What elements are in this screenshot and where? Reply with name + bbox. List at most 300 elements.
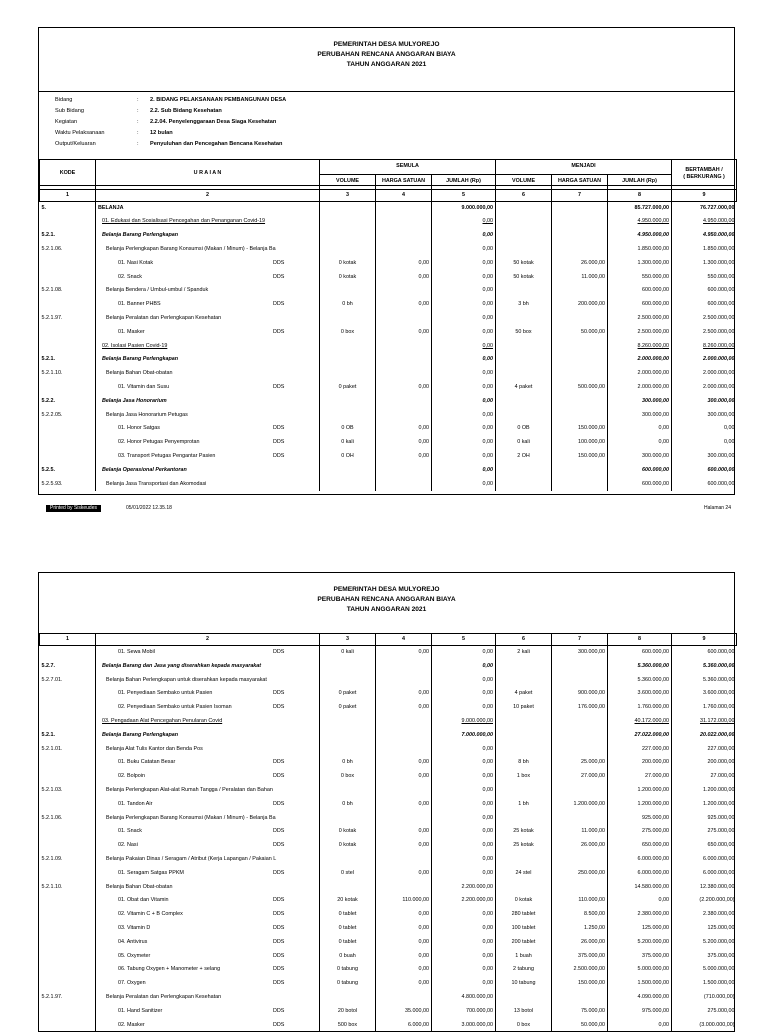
uraian-wrap bbox=[106, 853, 317, 867]
uraian-wrap bbox=[118, 839, 317, 853]
cell-selisih: 5.200.000,00 bbox=[672, 936, 737, 950]
cell-selisih: 600.000,00 bbox=[672, 284, 737, 298]
uraian-wrap bbox=[106, 284, 317, 298]
cell-kode bbox=[40, 756, 96, 770]
table-row bbox=[40, 881, 737, 895]
table-row bbox=[40, 701, 737, 715]
cell-uraian bbox=[96, 784, 320, 798]
cell-jumlah-semula: 0,00 bbox=[432, 963, 496, 977]
cell-jumlah-semula: 0,00 bbox=[432, 284, 496, 298]
table-row bbox=[40, 284, 737, 298]
cell-harga-semula: 0,00 bbox=[376, 450, 432, 464]
cell-harga-menjadi bbox=[552, 395, 608, 409]
cell-volume-semula bbox=[320, 464, 376, 478]
cell-uraian bbox=[96, 257, 320, 271]
table-row bbox=[40, 991, 737, 1005]
cell-volume-semula bbox=[320, 367, 376, 381]
cell-jumlah-semula: 0,00 bbox=[432, 936, 496, 950]
cell-jumlah-menjadi: 0,00 bbox=[608, 436, 672, 450]
cell-harga-menjadi: 11.000,00 bbox=[552, 271, 608, 285]
meta-colon: : bbox=[137, 117, 139, 128]
meta-colon: : bbox=[137, 106, 139, 117]
uraian-text: Belanja Bendera / Umbul-umbul / Spanduk bbox=[106, 287, 208, 293]
meta-key: Output/Keluaran bbox=[55, 139, 135, 150]
cell-jumlah-semula: 0,00 bbox=[432, 271, 496, 285]
col-harga-satuan: HARGA SATUAN bbox=[552, 174, 608, 189]
table-row bbox=[40, 257, 737, 271]
uraian-text: 02. Isolasi Pasien Covid-19 bbox=[102, 343, 167, 349]
uraian-wrap bbox=[118, 1019, 317, 1032]
cell-jumlah-menjadi: 200.000,00 bbox=[608, 756, 672, 770]
cell-volume-menjadi: 0 kotak bbox=[496, 894, 552, 908]
cell-jumlah-semula: 0,00 bbox=[432, 977, 496, 991]
uraian-wrap bbox=[118, 950, 317, 964]
source-dds: DDS bbox=[273, 756, 284, 770]
cell-jumlah-menjadi: 1.300.000,00 bbox=[608, 257, 672, 271]
table-row bbox=[40, 646, 737, 660]
uraian-wrap bbox=[106, 784, 317, 798]
cell-harga-menjadi: 500.000,00 bbox=[552, 381, 608, 395]
uraian-text: 04. Antivirus bbox=[118, 939, 147, 945]
cell-harga-semula: 0,00 bbox=[376, 422, 432, 436]
uraian-wrap bbox=[102, 229, 317, 243]
cell-volume-semula bbox=[320, 812, 376, 826]
uraian-wrap bbox=[106, 243, 317, 257]
cell-harga-menjadi bbox=[552, 853, 608, 867]
cell-selisih: (3.000.000,00) bbox=[672, 1019, 737, 1032]
cell-harga-semula: 0,00 bbox=[376, 646, 432, 660]
cell-jumlah-menjadi: 300.000,00 bbox=[608, 409, 672, 423]
table-row bbox=[40, 963, 737, 977]
cell-kode: 5.2.1.01. bbox=[40, 743, 96, 757]
cell-volume-menjadi: 50 kotak bbox=[496, 257, 552, 271]
table-row bbox=[40, 825, 737, 839]
cell-jumlah-menjadi: 6.000.000,00 bbox=[608, 853, 672, 867]
source-dds: DDS bbox=[273, 894, 284, 908]
column-number: 6 bbox=[496, 189, 552, 201]
cell-jumlah-menjadi: 975.000,00 bbox=[608, 1005, 672, 1019]
cell-kode bbox=[40, 936, 96, 950]
cell-selisih: 3.600.000,00 bbox=[672, 687, 737, 701]
table-row bbox=[40, 353, 737, 367]
cell-volume-semula: 0 tabung bbox=[320, 963, 376, 977]
table-row bbox=[40, 798, 737, 812]
cell-uraian bbox=[96, 936, 320, 950]
cell-jumlah-semula: 0,00 bbox=[432, 229, 496, 243]
cell-jumlah-menjadi: 4.950.000,00 bbox=[608, 215, 672, 229]
table-row bbox=[40, 450, 737, 464]
cell-selisih: 125.000,00 bbox=[672, 922, 737, 936]
uraian-text: Belanja Perlengkapan Barang Konsumsi (Makan / Minum) - Belanja Ba bbox=[106, 246, 276, 252]
cell-volume-semula: 0 kali bbox=[320, 646, 376, 660]
uraian-text: Belanja Jasa Honorarium bbox=[102, 398, 167, 404]
printed-by-label: Printed by Siskeudes bbox=[46, 505, 101, 512]
cell-selisih: 1.200.000,00 bbox=[672, 798, 737, 812]
col-bertambah-line1: BERTAMBAH / bbox=[685, 167, 722, 173]
source-dds: DDS bbox=[273, 1005, 284, 1019]
uraian-wrap bbox=[118, 646, 317, 660]
cell-kode bbox=[40, 1019, 96, 1032]
cell-kode bbox=[40, 867, 96, 881]
cell-harga-menjadi bbox=[552, 784, 608, 798]
cell-uraian bbox=[96, 825, 320, 839]
cell-uraian bbox=[96, 409, 320, 423]
cell-jumlah-menjadi: 125.000,00 bbox=[608, 922, 672, 936]
column-number: 3 bbox=[320, 634, 376, 646]
cell-volume-semula: 20 botol bbox=[320, 1005, 376, 1019]
uraian-text: Belanja Jasa Transportasi dan Akomodasi bbox=[106, 481, 206, 487]
cell-volume-menjadi bbox=[496, 464, 552, 478]
uraian-text: 01. Penyediaan Sembako untuk Pasien bbox=[118, 690, 212, 696]
uraian-wrap bbox=[106, 991, 317, 1005]
cell-kode: 5.2.1. bbox=[40, 229, 96, 243]
uraian-text: 01. Obat dan Vitamin bbox=[118, 897, 169, 903]
cell-uraian bbox=[96, 243, 320, 257]
uraian-wrap bbox=[118, 687, 317, 701]
uraian-text: Belanja Bahan Perlengkapan untuk diserahkan kepada masyarakat bbox=[106, 677, 267, 683]
cell-volume-menjadi: 10 tabung bbox=[496, 977, 552, 991]
cell-harga-semula: 0,00 bbox=[376, 950, 432, 964]
cell-kode: 5.2.1.06. bbox=[40, 243, 96, 257]
cell-harga-menjadi: 75.000,00 bbox=[552, 1005, 608, 1019]
cell-uraian bbox=[96, 715, 320, 729]
column-number: 9 bbox=[672, 634, 737, 646]
cell-harga-semula: 0,00 bbox=[376, 867, 432, 881]
cell-volume-semula: 20 kotak bbox=[320, 894, 376, 908]
source-dds: DDS bbox=[273, 770, 284, 784]
column-number: 5 bbox=[432, 189, 496, 201]
table-row bbox=[40, 243, 737, 257]
column-number-row bbox=[40, 634, 737, 646]
cell-volume-menjadi bbox=[496, 991, 552, 1005]
uraian-wrap bbox=[118, 770, 317, 784]
cell-jumlah-semula: 9.000.000,00 bbox=[432, 715, 496, 729]
cell-harga-menjadi: 26.000,00 bbox=[552, 936, 608, 950]
col-bertambah bbox=[672, 160, 737, 190]
table-row bbox=[40, 312, 737, 326]
cell-jumlah-semula: 0,00 bbox=[432, 687, 496, 701]
uraian-text: Belanja Bahan Obat-obatan bbox=[106, 884, 173, 890]
cell-jumlah-menjadi: 4.090.000,00 bbox=[608, 991, 672, 1005]
cell-kode bbox=[40, 436, 96, 450]
uraian-wrap bbox=[118, 257, 317, 271]
cell-jumlah-semula: 0,00 bbox=[432, 422, 496, 436]
cell-kode: 5.2.1. bbox=[40, 353, 96, 367]
column-number-row bbox=[40, 189, 737, 201]
cell-volume-menjadi bbox=[496, 812, 552, 826]
cell-jumlah-menjadi: 85.727.000,00 bbox=[608, 201, 672, 215]
source-dds: DDS bbox=[273, 839, 284, 853]
cell-harga-menjadi bbox=[552, 881, 608, 895]
cell-jumlah-menjadi: 2.000.000,00 bbox=[608, 353, 672, 367]
cell-selisih: 76.727.000,00 bbox=[672, 201, 737, 215]
cell-volume-menjadi: 0 OB bbox=[496, 422, 552, 436]
cell-volume-semula bbox=[320, 881, 376, 895]
uraian-wrap bbox=[118, 326, 317, 340]
cell-harga-menjadi: 250.000,00 bbox=[552, 867, 608, 881]
cell-jumlah-semula: 0,00 bbox=[432, 908, 496, 922]
col-volume: VOLUME bbox=[320, 174, 376, 189]
cell-jumlah-menjadi: 600.000,00 bbox=[608, 464, 672, 478]
uraian-text: 01. Sewa Mobil bbox=[118, 649, 155, 655]
table-row bbox=[40, 867, 737, 881]
cell-harga-semula: 0,00 bbox=[376, 908, 432, 922]
cell-volume-semula bbox=[320, 243, 376, 257]
cell-jumlah-menjadi: 300.000,00 bbox=[608, 395, 672, 409]
cell-volume-menjadi bbox=[496, 201, 552, 215]
cell-volume-menjadi: 2 kali bbox=[496, 646, 552, 660]
cell-harga-menjadi: 50.000,00 bbox=[552, 1019, 608, 1032]
cell-kode bbox=[40, 922, 96, 936]
cell-harga-menjadi bbox=[552, 215, 608, 229]
document-page-1 bbox=[38, 27, 735, 495]
cell-volume-semula: 0 paket bbox=[320, 381, 376, 395]
cell-volume-semula bbox=[320, 395, 376, 409]
cell-volume-semula bbox=[320, 409, 376, 423]
cell-uraian bbox=[96, 701, 320, 715]
col-semula: SEMULA bbox=[320, 160, 496, 175]
cell-jumlah-semula: 0,00 bbox=[432, 812, 496, 826]
cell-selisih: 550.000,00 bbox=[672, 271, 737, 285]
cell-uraian bbox=[96, 215, 320, 229]
cell-harga-semula bbox=[376, 284, 432, 298]
cell-volume-semula: 0 kotak bbox=[320, 825, 376, 839]
cell-jumlah-menjadi: 5.000.000,00 bbox=[608, 963, 672, 977]
source-dds: DDS bbox=[273, 436, 284, 450]
uraian-text: Belanja Barang Perlengkapan bbox=[102, 356, 178, 362]
uraian-wrap bbox=[118, 977, 317, 991]
budget-table-continued bbox=[39, 633, 737, 1032]
cell-jumlah-semula: 2.200.000,00 bbox=[432, 894, 496, 908]
uraian-wrap bbox=[118, 825, 317, 839]
col-harga-satuan: HARGA SATUAN bbox=[376, 174, 432, 189]
cell-harga-semula: 0,00 bbox=[376, 839, 432, 853]
cell-jumlah-menjadi: 227.000,00 bbox=[608, 743, 672, 757]
table-row bbox=[40, 326, 737, 340]
cell-volume-semula: 0 tabung bbox=[320, 977, 376, 991]
uraian-text: 07. Oxygen bbox=[118, 980, 146, 986]
header-line-2: PERUBAHAN RENCANA ANGGARAN BIAYA bbox=[39, 595, 734, 605]
cell-selisih: 2.500.000,00 bbox=[672, 326, 737, 340]
meta-key: Sub Bidang bbox=[55, 106, 135, 117]
cell-uraian bbox=[96, 312, 320, 326]
cell-selisih: 2.380.000,00 bbox=[672, 908, 737, 922]
cell-harga-semula bbox=[376, 784, 432, 798]
cell-harga-semula: 0,00 bbox=[376, 326, 432, 340]
cell-volume-menjadi bbox=[496, 853, 552, 867]
cell-kode: 5.2.1. bbox=[40, 729, 96, 743]
table-row bbox=[40, 1005, 737, 1019]
cell-harga-semula bbox=[376, 660, 432, 674]
source-dds: DDS bbox=[273, 298, 284, 312]
cell-harga-menjadi: 150.000,00 bbox=[552, 422, 608, 436]
column-number: 4 bbox=[376, 189, 432, 201]
cell-uraian bbox=[96, 950, 320, 964]
table-row bbox=[40, 894, 737, 908]
cell-selisih: 8.260.000,00 bbox=[672, 340, 737, 354]
uraian-text: 01. Tandon Air bbox=[118, 801, 152, 807]
cell-uraian bbox=[96, 229, 320, 243]
cell-jumlah-semula: 0,00 bbox=[432, 950, 496, 964]
cell-harga-menjadi bbox=[552, 464, 608, 478]
uraian-text: Belanja Peralatan dan Perlengkapan Kesehatan bbox=[106, 315, 221, 321]
cell-volume-menjadi: 1 buah bbox=[496, 950, 552, 964]
cell-uraian bbox=[96, 991, 320, 1005]
cell-selisih: 2.000.000,00 bbox=[672, 367, 737, 381]
budget-table bbox=[39, 159, 737, 491]
column-number: 2 bbox=[96, 634, 320, 646]
cell-jumlah-menjadi: 3.600.000,00 bbox=[608, 687, 672, 701]
uraian-text: BELANJA bbox=[98, 205, 123, 211]
table-row bbox=[40, 478, 737, 492]
cell-jumlah-semula: 0,00 bbox=[432, 243, 496, 257]
cell-uraian bbox=[96, 450, 320, 464]
header-line-1: PEMERINTAH DESA MULYOREJO bbox=[39, 40, 734, 50]
cell-volume-menjadi bbox=[496, 243, 552, 257]
cell-jumlah-menjadi: 2.500.000,00 bbox=[608, 326, 672, 340]
cell-jumlah-semula: 0,00 bbox=[432, 353, 496, 367]
cell-jumlah-semula: 0,00 bbox=[432, 701, 496, 715]
cell-harga-menjadi bbox=[552, 229, 608, 243]
cell-harga-semula: 0,00 bbox=[376, 271, 432, 285]
cell-uraian bbox=[96, 756, 320, 770]
cell-jumlah-menjadi: 600.000,00 bbox=[608, 284, 672, 298]
cell-selisih: 4.950.000,00 bbox=[672, 229, 737, 243]
cell-volume-semula: 0 bh bbox=[320, 298, 376, 312]
cell-kode bbox=[40, 215, 96, 229]
cell-jumlah-semula: 0,00 bbox=[432, 450, 496, 464]
cell-uraian bbox=[96, 271, 320, 285]
cell-kode bbox=[40, 257, 96, 271]
source-dds: DDS bbox=[273, 922, 284, 936]
uraian-wrap bbox=[118, 436, 317, 450]
cell-kode bbox=[40, 422, 96, 436]
cell-jumlah-semula: 0,00 bbox=[432, 436, 496, 450]
column-number: 8 bbox=[608, 189, 672, 201]
source-dds: DDS bbox=[273, 1019, 284, 1032]
uraian-text: Belanja Bahan Obat-obatan bbox=[106, 370, 173, 376]
uraian-wrap bbox=[106, 312, 317, 326]
uraian-text: 03. Vitamin D bbox=[118, 925, 150, 931]
cell-selisih: 20.022.000,00 bbox=[672, 729, 737, 743]
cell-harga-menjadi bbox=[552, 284, 608, 298]
cell-volume-menjadi: 25 kotak bbox=[496, 839, 552, 853]
cell-jumlah-menjadi: 40.172.000,00 bbox=[608, 715, 672, 729]
cell-selisih: 5.360.000,00 bbox=[672, 660, 737, 674]
header-line-3: TAHUN ANGGARAN 2021 bbox=[39, 605, 734, 615]
table-row bbox=[40, 201, 737, 215]
source-dds: DDS bbox=[273, 798, 284, 812]
cell-selisih: 300.000,00 bbox=[672, 409, 737, 423]
cell-selisih: 600.000,00 bbox=[672, 478, 737, 492]
cell-harga-menjadi bbox=[552, 367, 608, 381]
uraian-text: 01. Honor Satgas bbox=[118, 425, 160, 431]
cell-harga-menjadi: 900.000,00 bbox=[552, 687, 608, 701]
cell-volume-semula: 0 buah bbox=[320, 950, 376, 964]
uraian-wrap bbox=[102, 729, 317, 743]
cell-harga-menjadi: 1.200.000,00 bbox=[552, 798, 608, 812]
cell-jumlah-semula: 0,00 bbox=[432, 326, 496, 340]
cell-harga-semula: 0,00 bbox=[376, 825, 432, 839]
source-dds: DDS bbox=[273, 271, 284, 285]
cell-jumlah-semula: 0,00 bbox=[432, 478, 496, 492]
cell-volume-semula: 0 tablet bbox=[320, 922, 376, 936]
cell-volume-semula bbox=[320, 674, 376, 688]
cell-selisih: 5.000.000,00 bbox=[672, 963, 737, 977]
cell-jumlah-semula: 2.200.000,00 bbox=[432, 881, 496, 895]
uraian-text: 02. Penyediaan Sembako untuk Pasien Isoman bbox=[118, 704, 232, 710]
cell-harga-menjadi bbox=[552, 729, 608, 743]
cell-volume-semula bbox=[320, 784, 376, 798]
cell-harga-semula bbox=[376, 478, 432, 492]
source-dds: DDS bbox=[273, 450, 284, 464]
header-line-1: PEMERINTAH DESA MULYOREJO bbox=[39, 585, 734, 595]
cell-harga-menjadi: 110.000,00 bbox=[552, 894, 608, 908]
cell-jumlah-menjadi: 300.000,00 bbox=[608, 450, 672, 464]
cell-volume-semula bbox=[320, 353, 376, 367]
cell-volume-menjadi bbox=[496, 395, 552, 409]
cell-kode bbox=[40, 271, 96, 285]
column-number: 4 bbox=[376, 634, 432, 646]
cell-kode bbox=[40, 298, 96, 312]
cell-harga-menjadi bbox=[552, 478, 608, 492]
cell-harga-semula bbox=[376, 729, 432, 743]
cell-selisih: 275.000,00 bbox=[672, 1005, 737, 1019]
cell-selisih: 300.000,00 bbox=[672, 395, 737, 409]
cell-selisih: (710.000,00) bbox=[672, 991, 737, 1005]
cell-kode: 5.2.1.97. bbox=[40, 312, 96, 326]
cell-jumlah-menjadi: 925.000,00 bbox=[608, 812, 672, 826]
cell-volume-menjadi bbox=[496, 729, 552, 743]
cell-harga-semula: 6.000,00 bbox=[376, 1019, 432, 1032]
cell-harga-semula bbox=[376, 674, 432, 688]
uraian-wrap bbox=[118, 936, 317, 950]
table-row bbox=[40, 770, 737, 784]
cell-uraian bbox=[96, 881, 320, 895]
cell-uraian bbox=[96, 894, 320, 908]
cell-selisih: 200.000,00 bbox=[672, 756, 737, 770]
cell-uraian bbox=[96, 464, 320, 478]
cell-volume-semula: 500 box bbox=[320, 1019, 376, 1032]
uraian-wrap bbox=[118, 298, 317, 312]
cell-volume-menjadi bbox=[496, 743, 552, 757]
cell-uraian bbox=[96, 770, 320, 784]
cell-volume-menjadi bbox=[496, 215, 552, 229]
table-row bbox=[40, 853, 737, 867]
meta-key: Waktu Pelaksanaan bbox=[55, 128, 135, 139]
uraian-text: 02. Snack bbox=[118, 274, 142, 280]
table-row bbox=[40, 367, 737, 381]
cell-harga-semula: 0,00 bbox=[376, 770, 432, 784]
cell-volume-menjadi: 1 bh bbox=[496, 798, 552, 812]
cell-uraian bbox=[96, 284, 320, 298]
column-number: 1 bbox=[40, 634, 96, 646]
cell-volume-menjadi bbox=[496, 784, 552, 798]
cell-selisih: 12.380.000,00 bbox=[672, 881, 737, 895]
meta-key: Bidang bbox=[55, 95, 135, 106]
cell-selisih: 600.000,00 bbox=[672, 298, 737, 312]
cell-selisih: 1.760.000,00 bbox=[672, 701, 737, 715]
cell-harga-menjadi: 25.000,00 bbox=[552, 756, 608, 770]
cell-volume-menjadi: 8 bh bbox=[496, 756, 552, 770]
page-header bbox=[39, 28, 734, 92]
table-row bbox=[40, 1019, 737, 1032]
cell-kode bbox=[40, 450, 96, 464]
uraian-text: Belanja Pakaian Dinas / Seragam / Atribut (Kerja Lapangan / Pakaian L bbox=[106, 856, 276, 862]
cell-uraian bbox=[96, 812, 320, 826]
cell-harga-menjadi: 26.000,00 bbox=[552, 839, 608, 853]
cell-volume-semula bbox=[320, 743, 376, 757]
